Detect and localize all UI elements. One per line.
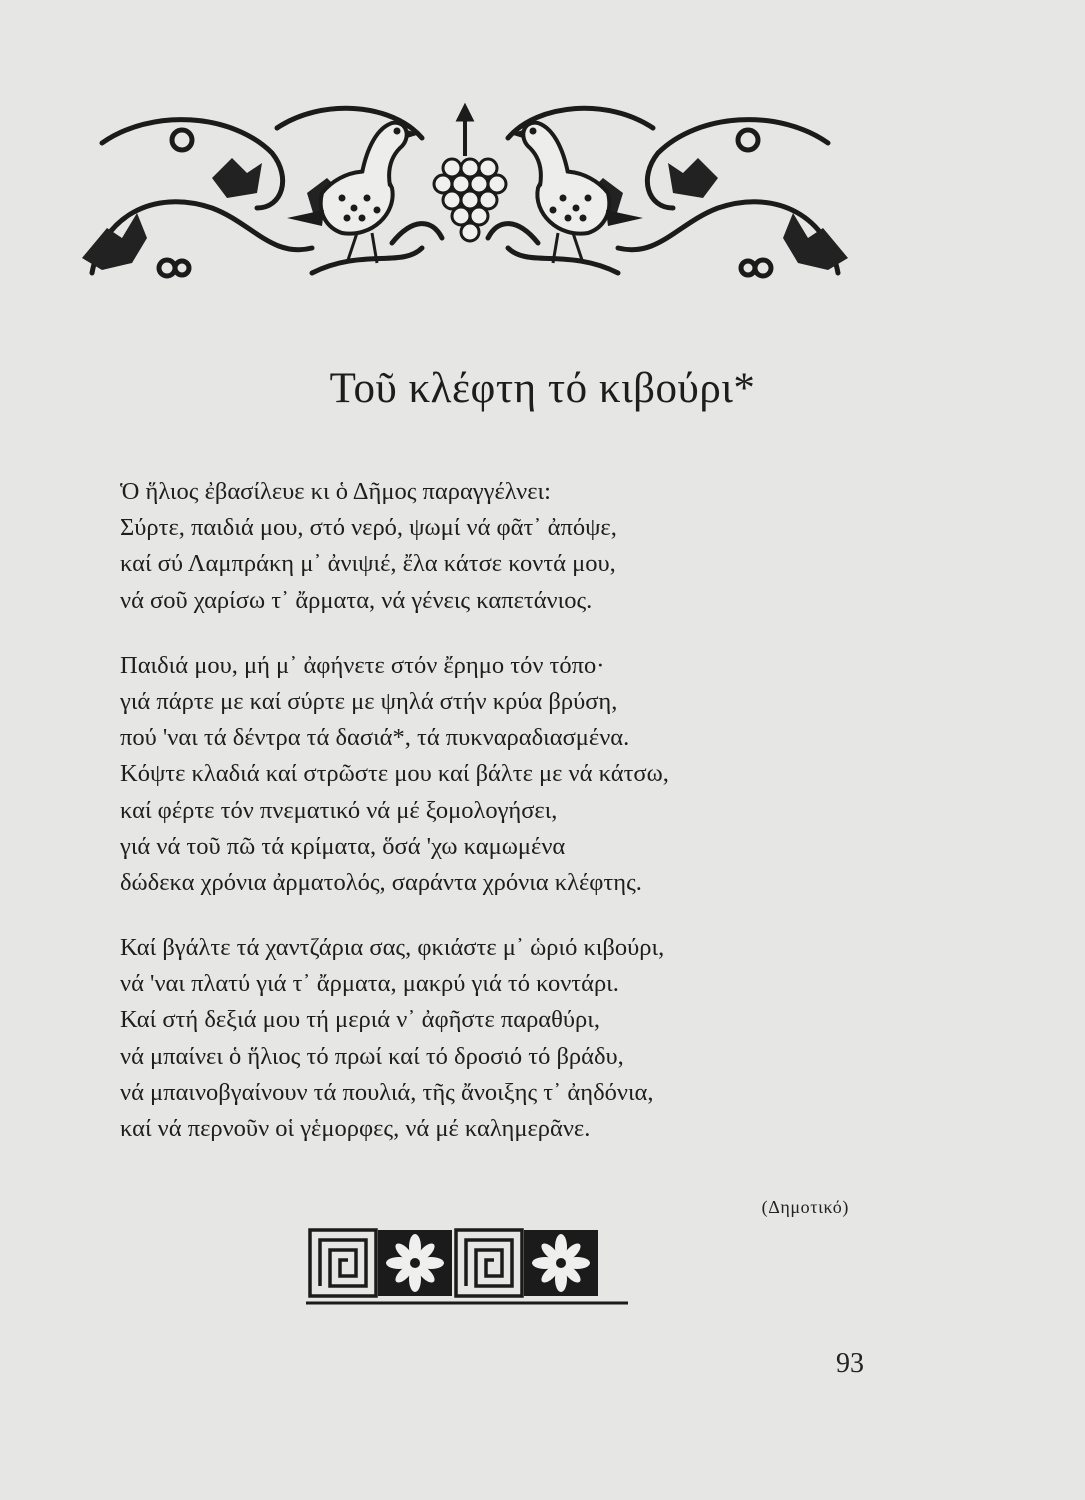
tailpiece-ornament-icon: [306, 1226, 628, 1306]
stanza: [120, 474, 880, 619]
headpiece-ornament-icon: [62, 98, 868, 288]
verse-line: καί νά περνοῦν οἱ γἑμορφες, νά μέ καλημερᾶνε.: [120, 1115, 591, 1142]
poem-attribution: (Δημοτικό): [761, 1197, 849, 1217]
verse-line: πού 'ναι τά δέντρα τά δασιά*, τά πυκναραδιασμένα.: [120, 724, 630, 752]
verse-line: γιά νά τοῦ πῶ τά κρίματα, ὅσά 'χω καμωμένα: [120, 832, 566, 860]
verse-line: καί σύ Λαμπράκη μ᾽ ἀνιψιέ, ἔλα κάτσε κοντά μου,: [120, 550, 616, 578]
verse-line: Παιδιά μου, μή μ᾽ ἀφήνετε στόν ἔρημο τόν τόπο·: [120, 651, 605, 679]
verse-line: νά μπαινοβγαίνουν τά πουλιά, τῆς ἄνοιξης τ᾽ ἀηδόνια,: [120, 1078, 654, 1106]
verse-line: Καί στή δεξιά μου τή μεριά ν᾽ ἀφῆστε παραθύρι,: [120, 1006, 600, 1034]
stanza: [120, 930, 880, 1147]
verse-line: Σύρτε, παιδιά μου, στό νερό, ψωμί νά φᾶτ᾽ ἀπόψε,: [120, 514, 617, 542]
verse-line: Καί βγάλτε τά χαντζάρια σας, φκιάστε μ᾽ ὡριό κιβούρι,: [120, 934, 665, 962]
page-number: 93: [836, 1348, 864, 1379]
poem-title: Τοῦ κλέφτη τό κιβούρι*: [329, 365, 756, 412]
verse-line: νά μπαίνει ὁ ἥλιος τό πρωί καί τό δροσιό τό βράδυ,: [120, 1042, 624, 1070]
verse-line: Ὁ ἥλιος ἐβασίλευε κι ὁ Δῆμος παραγγέλνει:: [120, 478, 551, 505]
poem-body: [120, 474, 880, 1176]
verse-line: νά σοῦ χαρίσω τ᾽ ἄρματα, νά γένεις καπετάνιος.: [120, 586, 593, 614]
verse-line: καί φέρτε τόν πνεματικό νά μέ ξομολογήσει,: [120, 796, 558, 824]
verse-line: νά 'ναι πλατύ γιά τ᾽ ἄρματα, μακρύ γιά τό κοντάρι.: [120, 970, 619, 998]
verse-line: Κόψτε κλαδιά καί στρῶστε μου καί βάλτε με νά κάτσω,: [120, 760, 669, 788]
verse-line: δώδεκα χρόνια ἀρματολός, σαράντα χρόνια κλέφτης.: [120, 868, 642, 896]
verse-line: γιά πάρτε με καί σύρτε με ψηλά στήν κρύα βρύση,: [120, 687, 618, 715]
stanza: [120, 648, 880, 901]
